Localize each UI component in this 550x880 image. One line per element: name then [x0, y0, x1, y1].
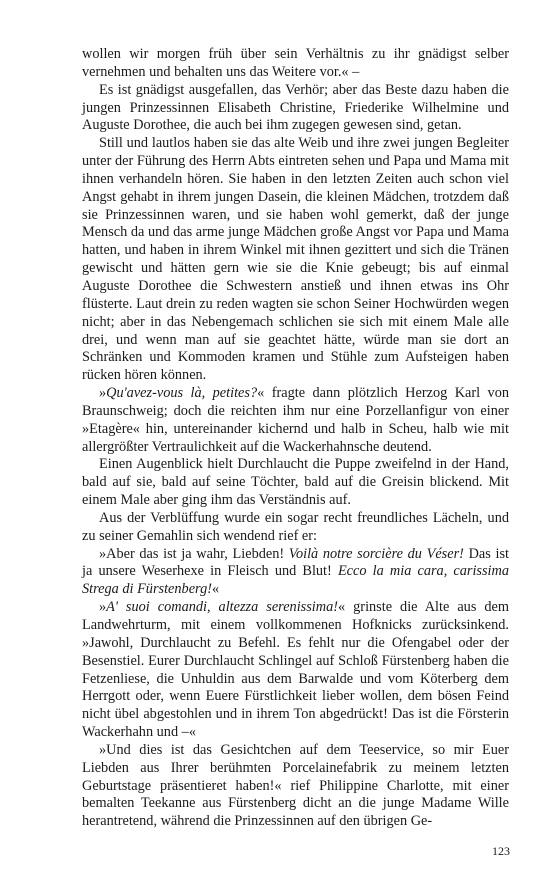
text-run: »	[99, 599, 107, 616]
text-run: « grinste die Alte aus dem Landwehrturm, mit einem vollkommenen Hofknicks zurücksinkend. »Jawohl, Durchlaucht zu Befehl. Es fehlt nur die Ofengabel oder der Besenstiel. Eurer Durchlaucht Schlingel auf Schloß Fürstenberg haben die Fetzenliese, die Unhuldin aus dem Barwalde und vom Köterberg dem Herrgott oder, wenn Euere Fürstlichkeit lieber wollen, dem bösen Feind nicht übel abgestohlen und in ihrem Ton abgedrückt! Das ist die Försterin Wackerhahn und –«	[82, 599, 509, 741]
paragraph	[82, 46, 509, 82]
paragraph	[82, 135, 509, 385]
paragraph	[82, 456, 509, 510]
text-run: « fragte dann plötzlich Herzog Karl von Braunschweig; doch die reichten ihm nur eine Porzellanfigur von einer »Etagère« hin, untereinander kichernd und halb in Scheu, halb wie mit allergrößter Vertraulichkeit auf die Wackerhahnsche deutend.	[82, 385, 509, 455]
paragraph	[82, 742, 509, 831]
italic-text: A' suoi comandi, altezza serenissima!	[106, 599, 339, 616]
paragraph	[82, 82, 509, 136]
italic-text: Ecco la mia cara, carissima Strega di Fürstenberg!	[82, 563, 510, 598]
text-run: Still und lautlos haben sie das alte Weib und ihre zwei jungen Begleiter unter der Führung des Herrn Abts eintreten sehen und Papa und Mama mit ihnen verhandeln hören. Sie haben in den letzten Zeiten auch schon viel Angst gehabt in ihrem jungen Dasein, die kleinen Mädchen, trotzdem daß sie Prinzessinnen waren, und sie haben wohl gemerkt, daß der junge Mensch da und das arme junge Mädchen große Angst vor Papa und Mama hatten, und haben in ihrem Winkel mit ihnen gezittert und sich die Tränen gewischt und hätten gern wie sie die Knie gebeugt; bis auf einmal Auguste Dorothee die Schwestern anstieß und ihnen etwas ins Ohr flüsterte. Laut drein zu reden wagten sie schon Seiner Hochwürden wegen nicht; aber in das Nebengemach schlichen sie sich mit einem Male alle drei, und wenn man auf sie geachtet hätte, würde man sie dort an Schränken und Kommoden kramen und Stühle zum Aufsteigen haben rücken hören können.	[82, 135, 509, 384]
italic-text: Voilà notre sorcière du Véser!	[288, 545, 464, 562]
text-run: wollen wir morgen früh über sein Verhältnis zu ihr gnädigst selber vernehmen und behalten uns das Weitere vor.« –	[82, 46, 509, 80]
text-run: »Und dies ist das Gesichtchen auf dem Teeservice, so mir Euer Liebden aus Ihrer berühmten Porcelainefabrik zu meinem letzten Geburtstage präsentieret haben!« rief Philippine Charlotte, mit einer bemalten Teekanne aus Fürstenberg dicht an die junge Madame Wille herantretend, während die Prinzessinnen auf den übrigen Ge-	[82, 741, 509, 830]
text-run: »	[99, 385, 107, 402]
paragraph	[82, 546, 509, 600]
paragraph	[82, 599, 509, 742]
text-run: Einen Augenblick hielt Durchlaucht die Puppe zweifelnd in der Hand, bald auf sie, bald auf seine Töchter, bald auf die Greisin blickend. Mit einem Male aber ging ihm das Verständnis auf.	[82, 456, 509, 509]
italic-text: Qu'avez-vous là, petites?	[106, 385, 258, 402]
text-run: «	[211, 581, 220, 598]
page-number: 123	[492, 844, 510, 858]
paragraph	[82, 385, 509, 456]
body-text	[82, 46, 509, 831]
text-run: Es ist gnädigst ausgefallen, das Verhör; aber das Beste dazu haben die jungen Prinzessinnen Elisabeth Christine, Friederike Wilhelmine und Auguste Dorothee, die auch bei ihm zugegen gewesen sind, getan.	[82, 81, 509, 134]
paragraph	[82, 510, 509, 546]
text-run: »Aber das ist ja wahr, Liebden!	[99, 545, 289, 562]
text-run: Das ist ja unsere Weserhexe in Fleisch und Blut!	[82, 545, 509, 580]
text-run: Aus der Verblüffung wurde ein sogar recht freundliches Lächeln, und zu seiner Gemahlin sich wendend rief er:	[82, 509, 509, 544]
